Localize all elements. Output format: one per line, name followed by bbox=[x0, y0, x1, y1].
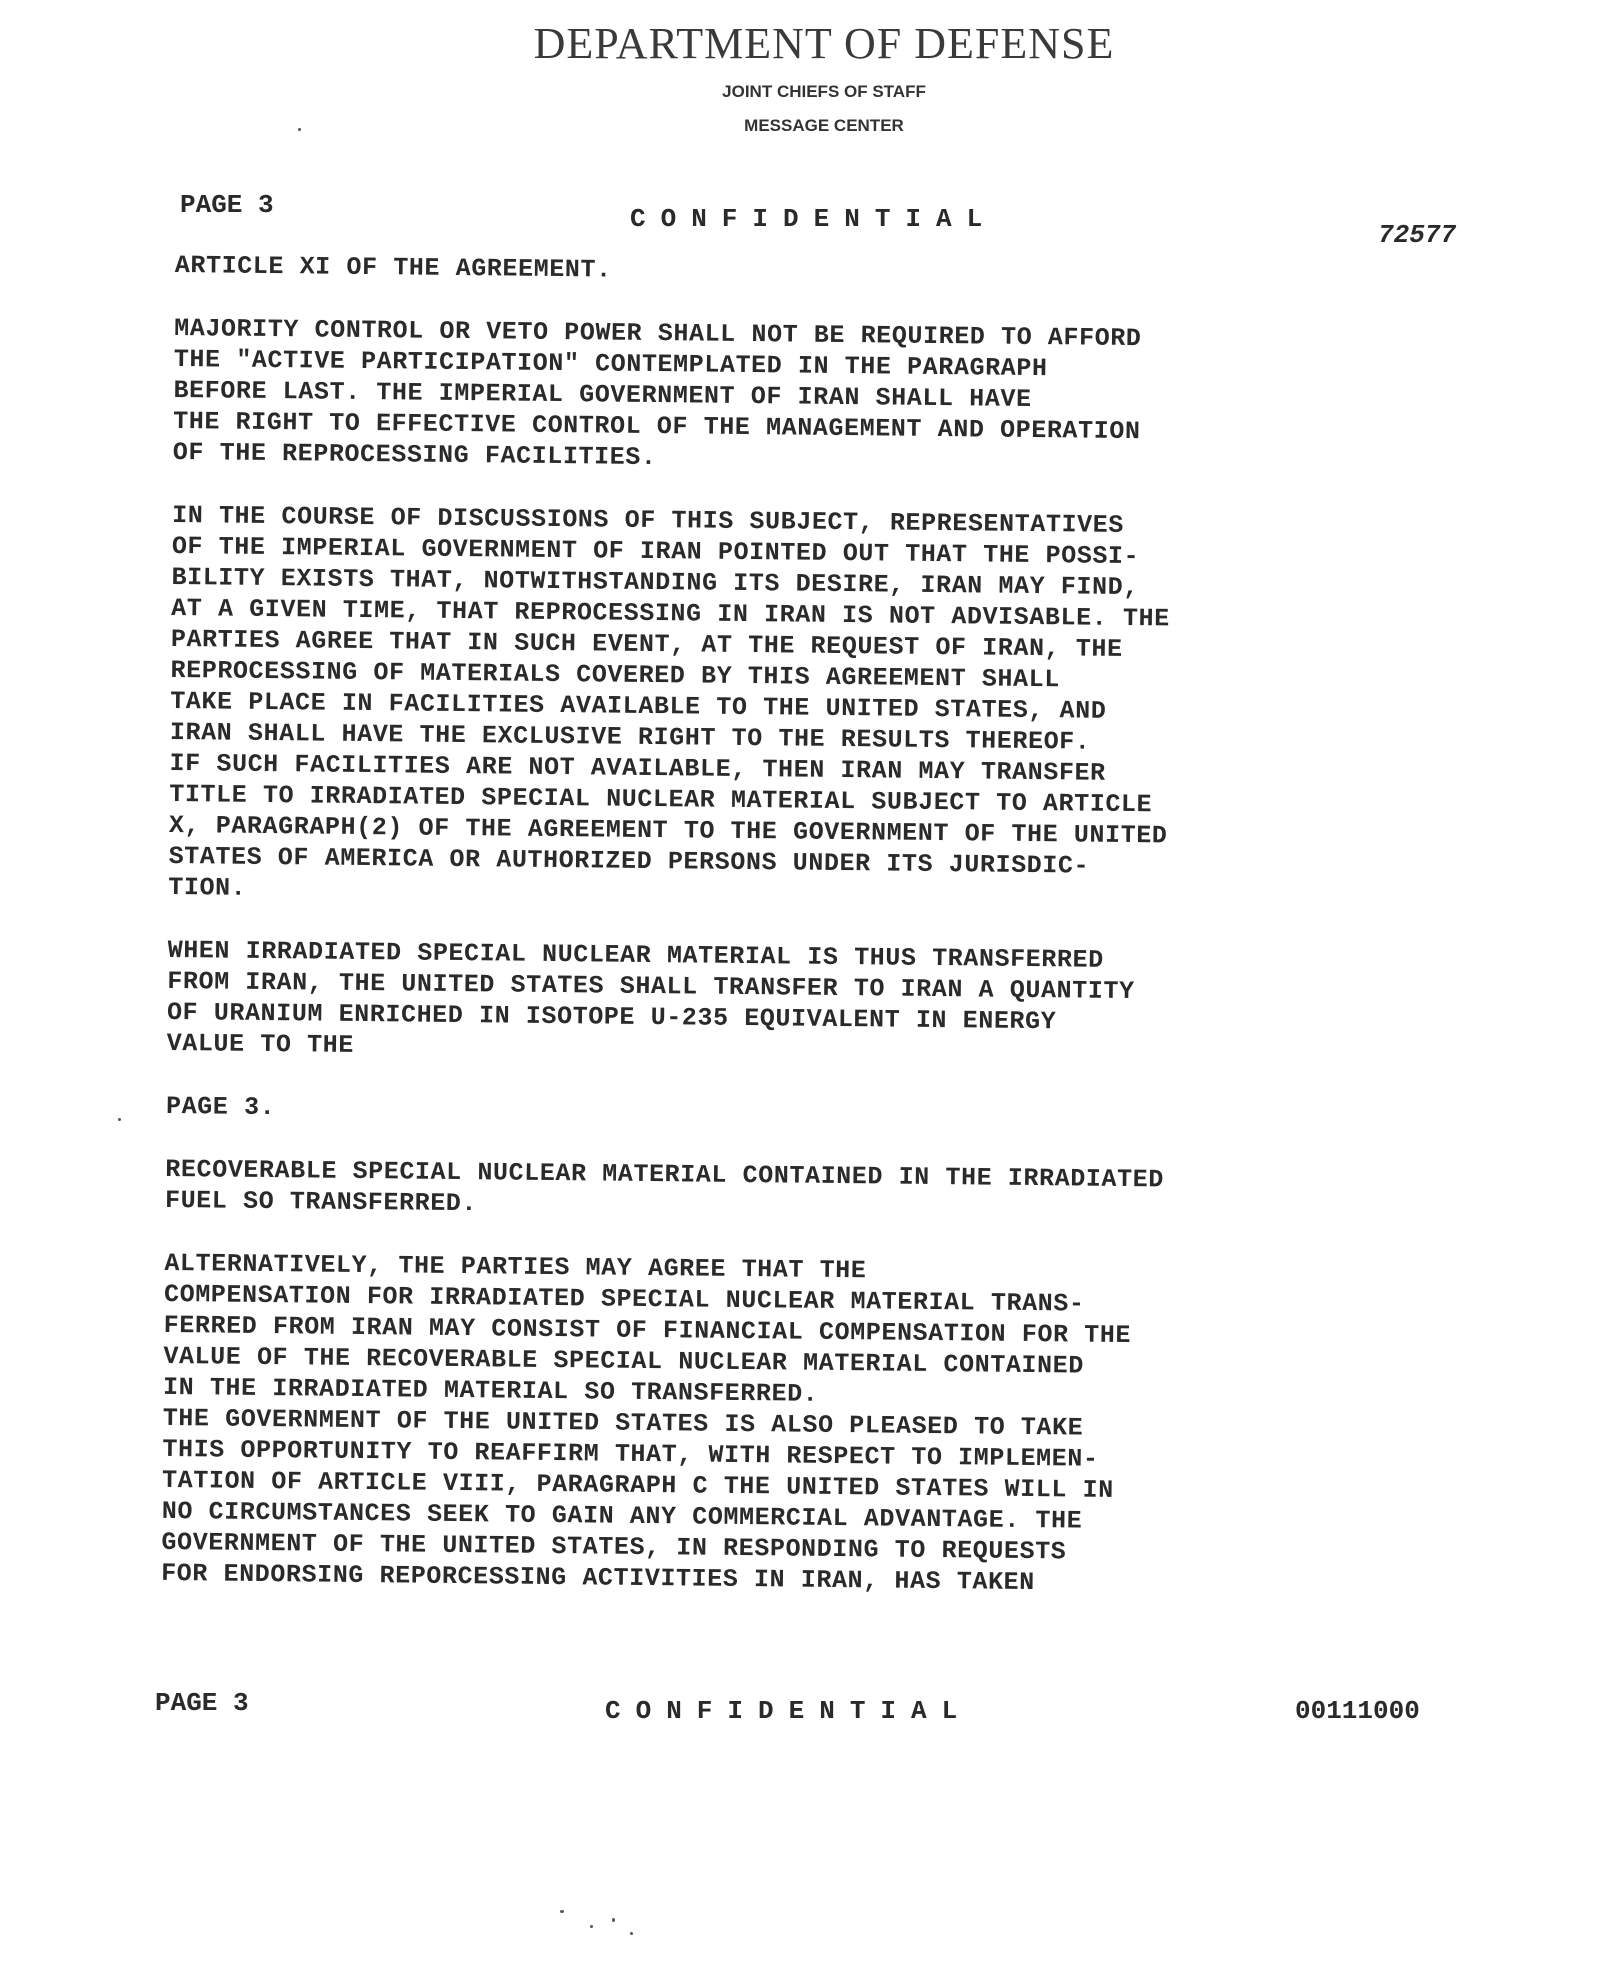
scan-speck bbox=[612, 1918, 615, 1922]
message-body bbox=[161, 250, 1455, 1602]
letterhead bbox=[0, 18, 1600, 136]
letterhead-line-jcs: JOINT CHIEFS OF STAFF bbox=[722, 82, 926, 101]
header-page-label: PAGE 3 bbox=[180, 190, 274, 220]
scan-speck bbox=[298, 128, 301, 131]
paragraph-alternatively: ALTERNATIVELY, THE PARTIES MAY AGREE THAT THE COMPENSATION FOR IRRADIATED SPECIAL NUCLEAR MATERIAL TRANS- FERRED FROM IRAN MAY CONSIST OF FINANCIAL COMPENSATION FOR THE VALUE OF THE RECOVERABLE SPECIAL NUCLEAR MATERIAL CONTAINED IN THE IRRADIATED MATERIAL SO TRANSFERRED. THE GOVERNMENT OF THE UNITED STATES IS ALSO PLEASED TO TAKE THIS OPPORTUNITY TO REAFFIRM THAT, WITH RESPECT TO IMPLEMEN- TATION OF ARTICLE VIII, PARAGRAPH C THE UNITED STATES WILL IN NO CIRCUMSTANCES SEEK TO GAIN ANY COMMERCIAL ADVANTAGE. THE GOVERNMENT OF THE UNITED STATES, IN RESPONDING TO REQUESTS FOR ENDORSING REPORCESSING ACTIVITIES IN IRAN, HAS TAKEN bbox=[160, 1248, 1132, 1598]
paragraph-course-of-discussions: IN THE COURSE OF DISCUSSIONS OF THIS SUBJECT, REPRESENTATIVES OF THE IMPERIAL GOVERNMENT OF IRAN POINTED OUT THAT THE POSSI- BILITY EXISTS THAT, NOTWITHSTANDING ITS DESIRE, IRAN MAY FIND, AT A GIVEN TIME, THAT REPROCESSING IN IRAN IS NOT ADVISABLE. THE PARTIES AGREE THAT IN SUCH EVENT, AT THE REQUEST OF IRAN, THE REPROCESSING OF MATERIALS COVERED BY THIS AGREEMENT SHALL TAKE PLACE IN FACILITIES AVAILABLE TO THE UNITED STATES, AND IRAN SHALL HAVE THE EXCLUSIVE RIGHT TO THE RESULTS THEREOF. IF SUCH FACILITIES ARE NOT AVAILABLE, THEN IRAN MAY TRANSFER TITLE TO IRRADIATED SPECIAL NUCLEAR MATERIAL SUBJECT TO ARTICLE X, PARAGRAPH(2) OF THE AGREEMENT TO THE GOVERNMENT OF THE UNITED STATES OF AMERICA OR AUTHORIZED PERSONS UNDER ITS JURISDIC- TION. bbox=[168, 500, 1170, 903]
paragraph-recoverable-material: RECOVERABLE SPECIAL NUCLEAR MATERIAL CONTAINED IN THE IRRADIATED FUEL SO TRANSFERRED. bbox=[164, 1154, 1165, 1219]
footer-page-label: PAGE 3 bbox=[155, 1688, 249, 1718]
letterhead-line-message-center: MESSAGE CENTER bbox=[744, 116, 904, 135]
scan-speck bbox=[630, 1932, 633, 1935]
scan-speck bbox=[118, 1118, 121, 1121]
header-classification: CONFIDENTIAL bbox=[630, 204, 998, 234]
paragraph-majority-control: MAJORITY CONTROL OR VETO POWER SHALL NOT BE REQUIRED TO AFFORD THE "ACTIVE PARTICIPATION" CONTEMPLATED IN THE PARAGRAPH BEFORE LAST. THE IMPERIAL GOVERNMENT OF IRAN SHALL HAVE THE RIGHT TO EFFECTIVE CONTROL OF THE MANAGEMENT AND OPERATION OF THE REPROCESSING FACILITIES. bbox=[172, 313, 1142, 473]
page-footer bbox=[155, 1688, 1455, 1728]
header-message-number: 72577 bbox=[1378, 220, 1457, 250]
scan-speck bbox=[590, 1925, 593, 1928]
paragraph-irradiated-transfer: WHEN IRRADIATED SPECIAL NUCLEAR MATERIAL IS THUS TRANSFERRED FROM IRAN, THE UNITED STATES SHALL TRANSFER TO IRAN A QUANTITY OF URANIUM ENRICHED IN ISOTOPE U-235 EQUIVALENT IN ENERGY VALUE TO THE bbox=[166, 935, 1135, 1060]
paragraph-page-marker: PAGE 3. bbox=[165, 1091, 276, 1123]
letterhead-title: DEPARTMENT OF DEFENSE bbox=[533, 19, 1115, 68]
footer-control-number: 00111000 bbox=[1295, 1696, 1420, 1726]
scan-speck bbox=[560, 1910, 564, 1913]
paragraph-article-heading: ARTICLE XI OF THE AGREEMENT. bbox=[174, 250, 612, 285]
footer-classification: CONFIDENTIAL bbox=[605, 1696, 973, 1726]
page-header bbox=[180, 190, 1480, 250]
